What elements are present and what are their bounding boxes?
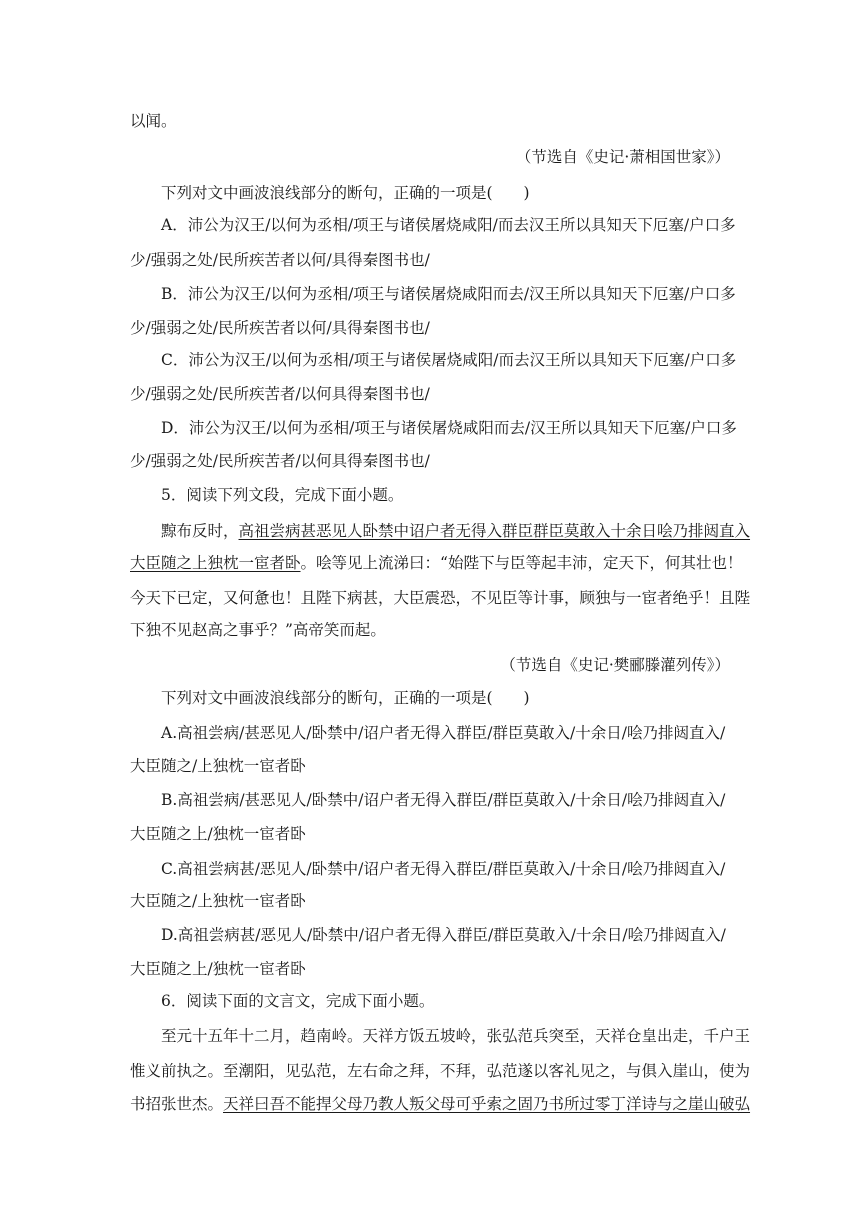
option-b-line2: 大臣随之上/独枕一宦者卧 (130, 825, 306, 843)
passage-line: 至元十五年十二月，趋南岭。天祥方饭五坡岭，张弘范兵突至，天祥仓皇出走，千户王 (161, 1027, 751, 1045)
question-heading: 5．阅读下列文段，完成下面小题。 (161, 486, 404, 504)
question-prompt: 下列对文中画波浪线部分的断句，正确的一项是( ) (161, 184, 530, 202)
option-b-line1: B.高祖尝病/甚恶见人/卧禁中/诏户者无得入群臣/群臣莫敢入/十余日/哙乃排闼直入/ (161, 791, 726, 809)
option-d-line1: D．沛公为汉王/以何为丞相/项王与诸侯屠烧咸阳而去/汉王所以具知天下厄塞/户口多 (161, 419, 737, 437)
option-c-line1: C．沛公为汉王/以何为丞相/项王与诸侯屠烧咸阳/而去汉王所以具知天下厄塞/户口多 (161, 351, 737, 369)
option-c-line2: 少/强弱之处/民所疾苦者/以何具得秦图书也/ (130, 385, 430, 403)
passage-line: 惟义前执之。至潮阳，见弘范，左右命之拜，不拜，弘范遂以客礼见之，与俱入崖山，使为 (130, 1062, 751, 1080)
passage-line (161, 521, 751, 541)
option-b-line2: 少/强弱之处/民所疾苦者以何/具得秦图书也/ (130, 319, 430, 337)
option-a-line1: A.高祖尝病/甚恶见人/卧禁中/诏户者无得入群臣/群臣莫敢入/十余日/哙乃排闼直入/ (161, 724, 726, 742)
passage-line: 下独不见赵高之事乎？”高帝笑而起。 (130, 621, 386, 639)
source-citation: （节选自《史记·萧相国世家》） (515, 148, 730, 166)
option-d-line2: 大臣随之上/独枕一宦者卧 (130, 960, 306, 978)
option-c-line2: 大臣随之/上独枕一宦者卧 (130, 892, 306, 910)
option-b-line1: B．沛公为汉王/以何为丞相/项王与诸侯屠烧咸阳而去/汉王所以具知天下厄塞/户口多 (161, 285, 736, 303)
passage-text: 。哙等见上流涕曰：“始陛下与臣等起丰沛，定天下，何其壮也！ (300, 554, 743, 572)
wavy-underlined-text: 大臣随之上独枕一宦者卧 (130, 554, 301, 572)
passage-tail: 以闻。 (130, 112, 177, 130)
passage-text: 黥布反时， (161, 522, 239, 540)
passage-line (130, 1094, 751, 1114)
option-c-line1: C.高祖尝病甚/恶见人/卧禁中/诏户者无得入群臣/群臣莫敢入/十余日/哙乃排闼直入/ (161, 860, 726, 878)
option-a-line2: 大臣随之/上独枕一宦者卧 (130, 757, 306, 775)
question-prompt: 下列对文中画波浪线部分的断句，正确的一项是( ) (161, 689, 530, 707)
passage-line: 今天下已定，又何惫也！且陛下病甚，大臣震恐，不见臣等计事，顾独与一宦者绝乎！且陛 (130, 589, 751, 607)
option-d-line2: 少/强弱之处/民所疾苦者/以何具得秦图书也/ (130, 452, 430, 470)
passage-text: 书招张世杰。 (130, 1095, 224, 1113)
wavy-underlined-text: 天祥曰吾不能捍父母乃教人叛父母可乎索之固乃书所过零丁洋诗与之崖山破弘 (223, 1095, 751, 1113)
passage-line (130, 553, 743, 573)
option-d-line1: D.高祖尝病甚/恶见人/卧禁中/诏户者无得入群臣/群臣莫敢入/十余日/哙乃排闼直入/ (161, 926, 726, 944)
option-a-line1: A．沛公为汉王/以何为丞相/项王与诸侯屠烧咸阳/而去汉王所以具知天下厄塞/户口多 (161, 216, 736, 234)
question-heading: 6．阅读下面的文言文，完成下面小题。 (161, 992, 435, 1010)
wavy-underlined-text: 高祖尝病甚恶见人卧禁中诏户者无得入群臣群臣莫敢入十余日哙乃排闼直入 (238, 522, 751, 540)
source-citation: （节选自《史记·樊郦滕灌列传》） (500, 656, 730, 674)
option-a-line2: 少/强弱之处/民所疾苦者以何/具得秦图书也/ (130, 251, 430, 269)
